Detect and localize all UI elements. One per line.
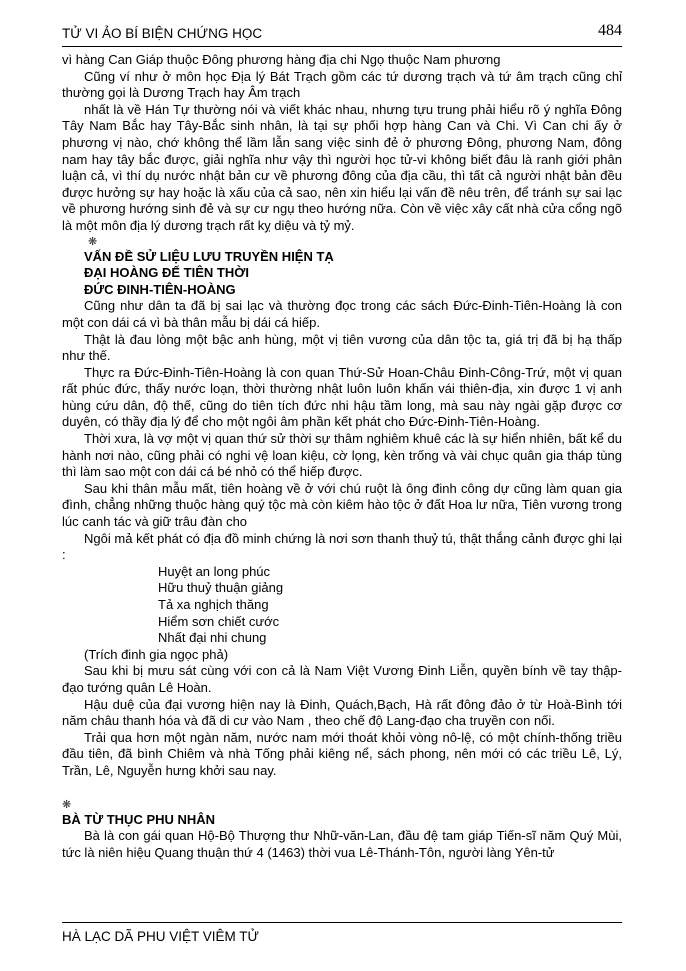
paragraph: Trải qua hơn một ngàn năm, nước nam mới thoát khỏi vòng nô-lệ, có một chính-thống triều đầu tiên, đã bình Chiêm và nhà Tống phải kiêng nể, sách phong, nên mới có các triều Lê, Lý, Trần, Lê, Nguyễn hưng khởi sau nay. xyxy=(62,729,622,778)
paragraph: Cũng như dân ta đã bị sai lạc và thường đọc trong các sách Đức-Đinh-Tiên-Hoàng là con một con dái cá vì bà thân mẫu bị dái cá hiếp. xyxy=(62,298,622,330)
paragraph: vì hàng Can Giáp thuộc Đông phương hàng địa chi Ngọ thuộc Nam phương xyxy=(62,52,501,67)
book-title: TỬ VI ẢO BÍ BIỆN CHỨNG HỌC xyxy=(62,26,263,41)
paragraph: Hậu duệ của đại vương hiện nay là Đinh, Quách,Bạch, Hà rất đông đảo ở từ Hoà-Bình tới năm châu thanh hóa và đã di cư vào Nam , theo chế độ Lang-đạo cha truyền con nối. xyxy=(62,696,622,729)
paragraph: Ngôi mả kết phát có địa đồ minh chứng là nơi sơn thanh thuỷ tú, thật thắng cảnh được ghi lại : xyxy=(62,530,622,563)
spacer xyxy=(62,780,622,792)
verse-line: Hiểm sơn chiết cước xyxy=(158,613,280,629)
verse-line: Hữu thuỷ thuận giảng xyxy=(158,580,284,596)
citation: (Trích đinh gia ngọc phả) xyxy=(84,646,229,662)
section-heading-line: VẤN ĐỀ SỬ LIỆU LƯU TRUYỀN HIỆN TẠ xyxy=(84,248,334,264)
paragraph: Sau khi bị mưu sát cùng với con cả là Nam Việt Vương Đinh Liễn, quyền bính về tay thập-đạo tướng quân Lê Hoàn. xyxy=(62,663,622,695)
page-header xyxy=(62,22,622,47)
paragraph: Bà là con gái quan Hộ-Bộ Thượng thư Nhữ-văn-Lan, đầu đệ tam giáp Tiến-sĩ năm Quý Mùi, tức là niên hiệu Quang thuận thứ 4 (1463) thời vua Lê-Thánh-Tôn, người làng Yên-tử xyxy=(62,828,622,860)
footer-author: HÀ LẠC DÃ PHU VIỆT VIÊM TỬ xyxy=(62,929,260,944)
verse-line: Huyệt an long phúc xyxy=(158,563,271,579)
paragraph: Cũng ví như ở môn học Địa lý Bát Trạch gồm các tứ dương trạch và tứ âm trạch cũng chỉ thường gọi là Dương Trạch hay Âm trạch xyxy=(62,68,622,101)
paragraph: nhất là về Hán Tự thường nói và viết khác nhau, nhưng tựu trung phải hiểu rõ ý nghĩa Đông Tây Nam Bắc hay Tây-Bắc sinh nhân, là tại sự phối hợp hàng Can và Chi. Vì Can chi ấy ở phương vị nào, chớ không thể lầm lẫn sang việc sinh đẻ ở phương Đông, phương Nam, đông nam hay tây bắc được, giải nghĩa như vậy thì người học tử-vi không biết đâu là ranh giới phân luận cả, vì thí dụ nước nhật bản cư về phương đông của địa cầu, thì tất cả người nhật bản đều được hưởng sự hay hoặc là xấu của cả sao, nên xin hiểu lại vấn đề nêu trên, để tránh sự sai lạc về phương hướng sinh đẻ và sự cư ngụ theo hướng nữa. Còn về việc xây cất nhà cửa cổng ngõ là một môn địa lý dương trạch rất kỵ diệu và tỷ mỷ. xyxy=(62,101,622,233)
paragraph: Sau khi thân mẫu mất, tiên hoàng về ở với chú ruột là ông đinh công dự cũng làm quan gia đình, chẳng những thuộc hàng quý tộc mà còn kiêm hào tộc ở đất Hoa lư nữa, Tiên vương trong lúc canh tác và giữ trâu đàn cho xyxy=(62,480,622,530)
ornament-icon: ❋ xyxy=(62,798,72,811)
verse-line: Nhất đại nhi chung xyxy=(158,630,267,646)
paragraph: Thực ra Đức-Đinh-Tiên-Hoàng là con quan Thứ-Sử Hoan-Châu Đinh-Công-Trứ, một vị quan rất phúc đức, thấy nước loạn, thời thường nhật luôn luôn khấn vái thiên-địa, xin được 1 vị anh hùng cứu dân, độ thế, cũng do tiên tích đức nhi hậu tầm long, mà sau này ngài gặp được cơ duyên, có thầy địa lý để cho một ngôi âm phần kết phát cho Đức-Đinh-Tiên-Hoàng. xyxy=(62,364,622,430)
paragraph: Thật là đau lòng một bậc anh hùng, một vị tiên vương của dân tộc ta, giá trị đã bị hạ thấp như thế. xyxy=(62,331,622,364)
verse-line: Tả xa nghịch thăng xyxy=(158,597,269,612)
section-heading-line: ĐẠI HOÀNG ĐẾ TIÊN THỜI xyxy=(84,265,249,281)
ornament-icon: ❋ xyxy=(88,235,98,248)
paragraph: Thời xưa, là vợ một vị quan thứ sử thời sự thâm nghiêm khuê các là sự hiển nhiên, bất kể du hành nơi nào, cũng phải có nghi vệ loan kiệu, cờ lọng, kèn trống và vài chục quân gia tháp tùng thì làm sao một con dái cá bé nhỏ có thể hiếp được. xyxy=(62,431,622,480)
section-heading-line: ĐỨC ĐINH-TIÊN-HOÀNG xyxy=(84,281,236,297)
page-body xyxy=(62,52,622,861)
page-footer xyxy=(62,922,622,944)
page-number: 484 xyxy=(598,22,622,39)
section-heading: BÀ TỪ THỤC PHU NHÂN xyxy=(62,811,216,827)
